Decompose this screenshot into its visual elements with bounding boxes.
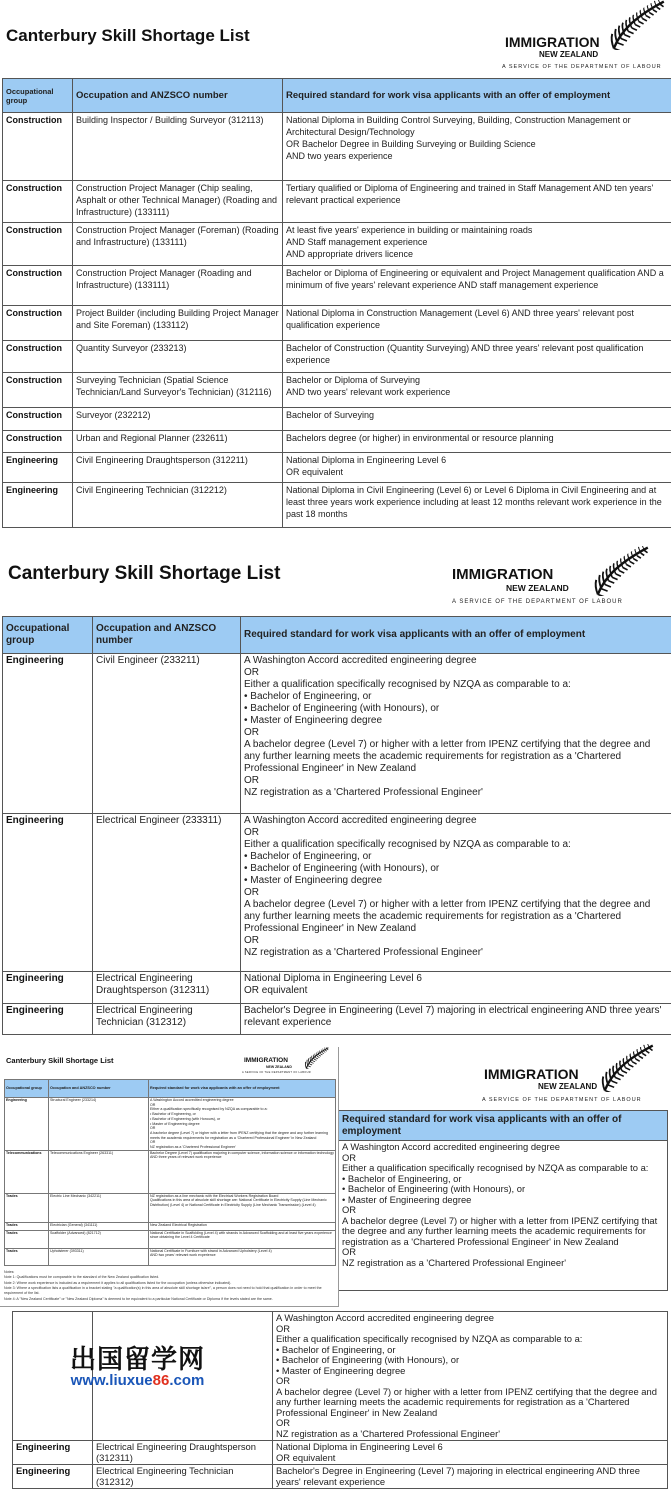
cell-group: Construction: [3, 113, 73, 181]
watermark: 出国留学网 www.liuxue86.com: [70, 1345, 205, 1389]
cell-requirement: At least five years' experience in building or maintaining roads AND Staff management experience AND appropriate drivers licence: [283, 223, 671, 266]
note: Note 2: Where work experience is included as a requirement it applies to all qualifications listed for the occupation (unless otherwise indicated).: [4, 1281, 334, 1286]
cell-group: Construction: [3, 431, 73, 453]
column-header-occupation: Occupation and ANZSCO number: [49, 1080, 149, 1098]
column-header-group: Occupational group: [3, 79, 73, 113]
note: Note 3: Where a specification lists a qualification in a bracket stating "a qualification(s) in this area of absolute skill shortage is/are", a person does not need to hold that qualification in order to meet the requirement of the list.: [4, 1286, 334, 1297]
table-row: [5, 1193, 336, 1222]
column-header-occupation: Occupation and ANZSCO number: [73, 79, 283, 113]
cell-requirement: A Washington Accord accredited engineering degree OR Either a qualification specifically recognised by NZQA as comparable to a: • Bachelor of Engineering, or • Bachelor of Engineering (with Honours), or • Master of Engineering degree OR A bachelor degree (Level 7) or higher with a letter from IPENZ certifying that the degree and any further learning meets the academic requirements for registration as a 'Chartered Professional Engineer' in New Zealand OR NZ registration as a 'Chartered Professional Engineer': [241, 654, 671, 814]
cell-occupation: Surveyor (232212): [73, 408, 283, 431]
table-row: [3, 306, 671, 341]
column-header-occupation: Occupation and ANZSCO number: [93, 617, 241, 654]
table-row: [3, 972, 671, 1004]
page-title: Canterbury Skill Shortage List: [8, 563, 280, 585]
table-row: [5, 1150, 336, 1193]
page-3-bottom: [0, 1311, 671, 1489]
cell-occupation: Project Builder (including Building Project Manager and Site Foreman) (133112): [73, 306, 283, 341]
cell-occupation: Electrical Engineering Technician (312312): [93, 1004, 241, 1035]
column-header-requirement: Required standard for work visa applicants with an offer of employment: [149, 1080, 336, 1098]
skill-shortage-table: [338, 1110, 668, 1291]
cell-group: Construction: [3, 408, 73, 431]
immigration-nz-logo: IMMIGRATION NEW ZEALAND A SERVICE OF THE DEPARTMENT OF LABOUR: [450, 546, 670, 611]
page-3: [0, 1044, 671, 1489]
cell-requirement: New Zealand Electrical Registration: [149, 1222, 336, 1230]
skill-shortage-table: [2, 616, 671, 1035]
column-header-group: Occupational group: [3, 617, 93, 654]
cell-occupation: Electrical Engineer (233311): [93, 814, 241, 972]
cell-group: Construction: [3, 341, 73, 373]
cell-requirement: Bachelor of Construction (Quantity Surveying) AND three years' relevant post qualification experience: [283, 341, 671, 373]
cell-occupation: Electrician (General) (341111): [49, 1222, 149, 1230]
cell-requirement: NZ registration as a line mechanic with the Electrical Workers Registration Board Qualifications in this area of absolute skill shortage are: National Certificate in Electricity Supply (Line Mechanic Distribution) (Level 4) or National Certificate in Electricity Supply (Line Mechanic Transmission) (Level 4): [149, 1193, 336, 1222]
table-row: [3, 341, 671, 373]
cell-group: Trades: [5, 1248, 49, 1265]
cell-requirement: A Washington Accord accredited engineering degree OR Either a qualification specifically recognised by NZQA as comparable to a: • Bachelor of Engineering, or • Bachelor of Engineering (with Honours), or • Master of Engineering degree OR A bachelor degree (Level 7) or higher with a letter from IPENZ certifying that the degree and any further learning meets the academic requirements for registration as a 'Chartered Professional Engineer' in New Zealand OR NZ registration as a 'Chartered Professional Engineer': [339, 1141, 668, 1291]
cell-occupation: Electrical Engineering Technician (312312): [93, 1465, 273, 1489]
cell-requirement: National Diploma in Engineering Level 6 OR equivalent: [283, 453, 671, 483]
cell-occupation: Civil Engineer (233211): [93, 654, 241, 814]
cell-occupation: Upholsterer (393311): [49, 1248, 149, 1265]
immigration-nz-logo: IMMIGRATION NEW ZEALAND A SERVICE OF THE DEPARTMENT OF LABOUR: [500, 0, 670, 75]
table-row: [5, 1098, 336, 1151]
page-title: Canterbury Skill Shortage List: [6, 1056, 114, 1065]
column-header-requirement: Required standard for work visa applicants with an offer of employment: [283, 79, 671, 113]
table-row: [5, 1230, 336, 1248]
cell-requirement: Bachelor or Diploma of Engineering or equivalent and Project Management qualification AND a minimum of five years' relevant experience AND staff management experience: [283, 266, 671, 306]
cell-group: Engineering: [3, 972, 93, 1004]
cell-group: Engineering: [13, 1441, 93, 1465]
table-row: [3, 814, 671, 972]
table-row: [3, 266, 671, 306]
note: Notes:: [4, 1270, 334, 1275]
page-title: Canterbury Skill Shortage List: [6, 26, 250, 46]
cell-group: Trades: [5, 1193, 49, 1222]
table-row: [3, 223, 671, 266]
column-header-requirement: Required standard for work visa applicants with an offer of employment: [241, 617, 671, 654]
fern-icon: [302, 1047, 332, 1069]
cell-occupation: Electrical Engineering Draughtsperson (312311): [93, 1441, 273, 1465]
cell-group: Engineering: [5, 1098, 49, 1151]
immigration-nz-logo: IMMIGRATION NEW ZEALAND A SERVICE OF THE DEPARTMENT OF LABOUR: [480, 1044, 670, 1106]
page-2: [0, 546, 671, 1044]
cell-group: Engineering: [3, 814, 93, 972]
table-row: [5, 1248, 336, 1265]
table-row: [3, 113, 671, 181]
cell-occupation: Civil Engineering Technician (312212): [73, 483, 283, 528]
cell-group: Telecommunications: [5, 1150, 49, 1193]
cell-requirement: Bachelor Degree (Level 7) qualification majoring in computer science, information science or information technology AND three years of relevant work experience: [149, 1150, 336, 1193]
cell-group: Engineering: [13, 1465, 93, 1489]
table-row: [3, 408, 671, 431]
cell-group: Engineering: [3, 654, 93, 814]
cell-occupation: Structural Engineer (233214): [49, 1098, 149, 1151]
cell-group: Construction: [3, 306, 73, 341]
cell-group: Trades: [5, 1222, 49, 1230]
cell-requirement: A Washington Accord accredited engineering degree OR Either a qualification specifically recognised by NZQA as comparable to a: • Bachelor of Engineering, or • Bachelor of Engineering (with Honours), or • Master of Engineering degree OR A bachelor degree (Level 7) or higher with a letter from IPENZ certifying that the degree and any further learning meets the academic requirements for registration as a 'Chartered Professional Engineer' in New Zealand OR NZ registration as a 'Chartered Professional Engineer': [273, 1312, 668, 1441]
cell-requirement: Bachelor's Degree in Engineering (Level 7) majoring in electrical engineering AND three years' relevant experience: [241, 1004, 671, 1035]
cell-occupation: Construction Project Manager (Roading and Infrastructure) (133111): [73, 266, 283, 306]
cell-group: Engineering: [3, 483, 73, 528]
cell-occupation: Construction Project Manager (Chip sealing, Asphalt or other Technical Manager) (Roading and Infrastructure) (133111): [73, 181, 283, 223]
cell-requirement: National Certificate in Furniture with strand in Advanced Upholstery (Level 4) AND two years' relevant work experience: [149, 1248, 336, 1265]
table-header: [339, 1111, 668, 1141]
cell-group: Engineering: [3, 453, 73, 483]
page-1: [0, 0, 671, 546]
cell-occupation: Surveying Technician (Spatial Science Technician/Land Surveyor's Technician) (312116): [73, 373, 283, 408]
immigration-nz-logo: IMMIGRATION NEW ZEALAND A SERVICE OF THE DEPARTMENT OF LABOUR: [240, 1047, 335, 1077]
table-row: [13, 1465, 668, 1489]
cell-requirement: Bachelors degree (or higher) in environmental or resource planning: [283, 431, 671, 453]
notes: [4, 1270, 334, 1302]
cell-group: Engineering: [3, 1004, 93, 1035]
cell-occupation: Urban and Regional Planner (232611): [73, 431, 283, 453]
note: Note 4: A "New Zealand Certificate" or "New Zealand Diploma" is deemed to be equivalent to a particular National Certificate or Diploma if the levels stated are the same.: [4, 1297, 334, 1302]
table-row: [3, 483, 671, 528]
cell-occupation: Building Inspector / Building Surveyor (312113): [73, 113, 283, 181]
cell-requirement: Tertiary qualified or Diploma of Engineering and trained in Staff Management AND ten years' relevant practical experience: [283, 181, 671, 223]
column-header-group: Occupational group: [5, 1080, 49, 1098]
cell-group: Construction: [3, 181, 73, 223]
cell-requirement: National Diploma in Construction Management (Level 6) AND three years' relevant post qualification experience: [283, 306, 671, 341]
cell-requirement: A Washington Accord accredited engineering degree OR Either a qualification specifically recognised by NZQA as comparable to a: • Bachelor of Engineering, or • Bachelor of Engineering (with Honours), or • Master of Engineering degree OR A bachelor degree (Level 7) or higher with a letter from IPENZ certifying that the degree and any further learning meets the academic requirements for registration as a 'Chartered Professional Engineer' in New Zealand OR NZ registration as a 'Chartered Professional Engineer': [241, 814, 671, 972]
cell-requirement: Bachelor's Degree in Engineering (Level 7) majoring in electrical engineering AND three years' relevant experience: [273, 1465, 668, 1489]
cell-occupation: Construction Project Manager (Foreman) (Roading and Infrastructure) (133111): [73, 223, 283, 266]
cell-requirement: National Diploma in Engineering Level 6 OR equivalent: [241, 972, 671, 1004]
fern-icon: [590, 546, 654, 596]
cell-group: Construction: [3, 373, 73, 408]
column-header-requirement: Required standard for work visa applicants with an offer of employment: [339, 1111, 668, 1141]
cell-group: Construction: [3, 266, 73, 306]
cell-occupation: Scaffolder (Advanced) (821712): [49, 1230, 149, 1248]
cell-requirement: National Diploma in Building Control Surveying, Building, Construction Management or Architectural Design/Technology OR Bachelor Degree in Building Surveying or Building Science AND two years experience: [283, 113, 671, 181]
table-header: [3, 617, 671, 654]
cell-occupation: Telecommunications Engineer (263311): [49, 1150, 149, 1193]
skill-shortage-table: [4, 1079, 336, 1266]
cell-requirement: Bachelor of Surveying: [283, 408, 671, 431]
table-row: [3, 453, 671, 483]
cell-group: Trades: [5, 1230, 49, 1248]
fern-icon: [608, 0, 668, 50]
note: Note 1: Qualifications must be comparable to the standard of the New Zealand qualification listed.: [4, 1275, 334, 1280]
skill-shortage-table: [12, 1311, 668, 1489]
cell-requirement: A Washington Accord accredited engineering degree OR Either a qualification specifically recognised by NZQA as comparable to a: • Bachelor of Engineering, or • Bachelor of Engineering (with Honours), or • Master of Engineering degree OR A bachelor degree (Level 7) or higher with a letter from IPENZ certifying that the degree and any further learning meets the academic requirements for registration as a 'Chartered Professional Engineer' in New Zealand OR NZ registration as a 'Chartered Professional Engineer': [149, 1098, 336, 1151]
table-row: [3, 654, 671, 814]
table-row: [3, 181, 671, 223]
cell-requirement: National Diploma in Civil Engineering (Level 6) or Level 6 Diploma in Civil Engineering and at least three years work experience including at least 12 months relevant work experience in the past 18 months: [283, 483, 671, 528]
cell-requirement: National Diploma in Engineering Level 6 OR equivalent: [273, 1441, 668, 1465]
table-row: [3, 431, 671, 453]
cell-group: Construction: [3, 223, 73, 266]
cell-occupation: Electrical Engineering Draughtsperson (312311): [93, 972, 241, 1004]
table-row: [3, 1004, 671, 1035]
cell-occupation: Quantity Surveyor (233213): [73, 341, 283, 373]
cell-requirement: National Certificate in Scaffolding (Level 4) with strands in Advanced Scaffolding and at least five years experience since obtaining the Level 4 Certificate: [149, 1230, 336, 1248]
table-row: [339, 1141, 668, 1291]
table-header: [5, 1080, 336, 1098]
cell-occupation: Electric Line Mechanic (342211): [49, 1193, 149, 1222]
skill-shortage-table: [2, 78, 671, 528]
table-row: [5, 1222, 336, 1230]
cell-occupation: Civil Engineering Draughtsperson (312211): [73, 453, 283, 483]
table-row: [3, 373, 671, 408]
table-header: [3, 79, 671, 113]
cell-requirement: Bachelor or Diploma of Surveying AND two years' relevant work experience: [283, 373, 671, 408]
overlay-page-thumbnail: [0, 1047, 339, 1307]
table-row: [13, 1441, 668, 1465]
fern-icon: [598, 1044, 658, 1092]
